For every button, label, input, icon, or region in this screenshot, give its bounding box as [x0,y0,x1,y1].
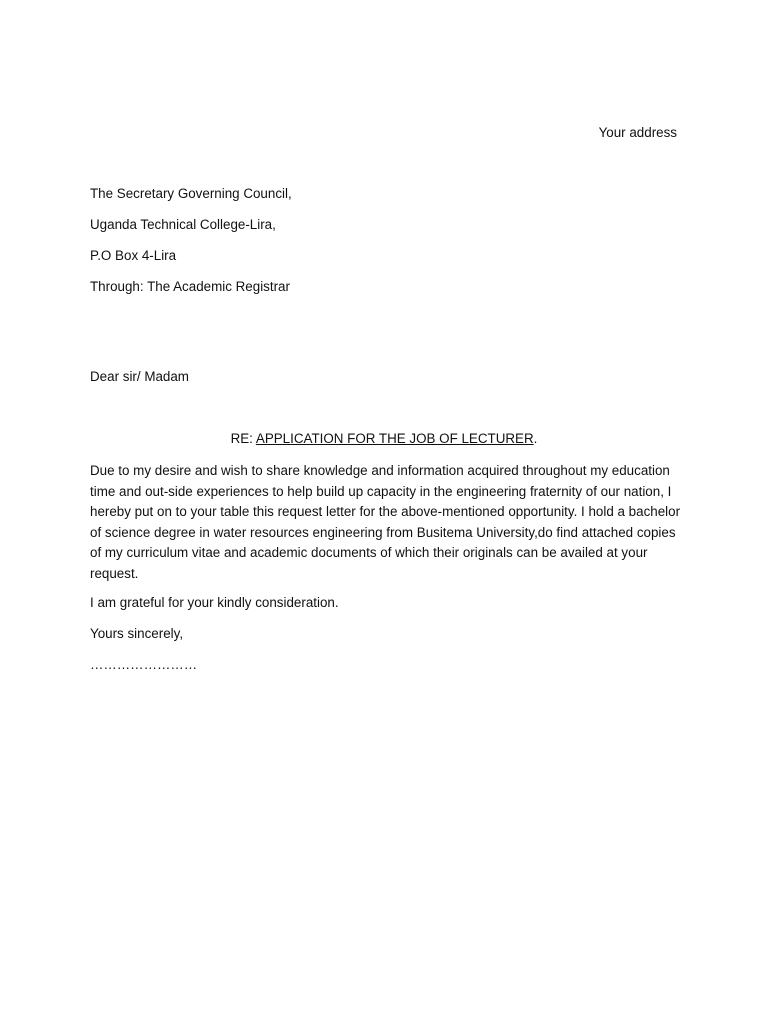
subject-prefix: RE: [230,431,256,446]
recipient-line-2: Uganda Technical College-Lira, [90,217,276,232]
subject-line [90,431,678,447]
closing-line: Yours sincerely, [90,626,184,641]
recipient-line-4: Through: The Academic Registrar [90,279,290,294]
signature-line: …………………… [90,657,198,672]
recipient-line-3: P.O Box 4-Lira [90,248,177,263]
gratitude-line: I am grateful for your kindly consideration. [90,595,339,610]
subject-suffix: . [533,431,538,446]
salutation: Dear sir/ Madam [90,369,189,384]
body-paragraph: Due to my desire and wish to share knowledge and information acquired throughout my education time and out-side experiences to help build up capacity in the engineering fraternity of our nation, I hereby put on to your table this request letter for the above-mentioned opportunity. I hold a bachelor of science degree in water resources engineering from Busitema University,do find attached copies of my curriculum vitae and academic documents of which their originals can be availed at your request. [90,463,681,581]
sender-address: Your address [598,125,677,140]
subject-title: APPLICATION FOR THE JOB OF LECTURER [255,431,534,446]
recipient-line-1: The Secretary Governing Council, [90,186,292,201]
